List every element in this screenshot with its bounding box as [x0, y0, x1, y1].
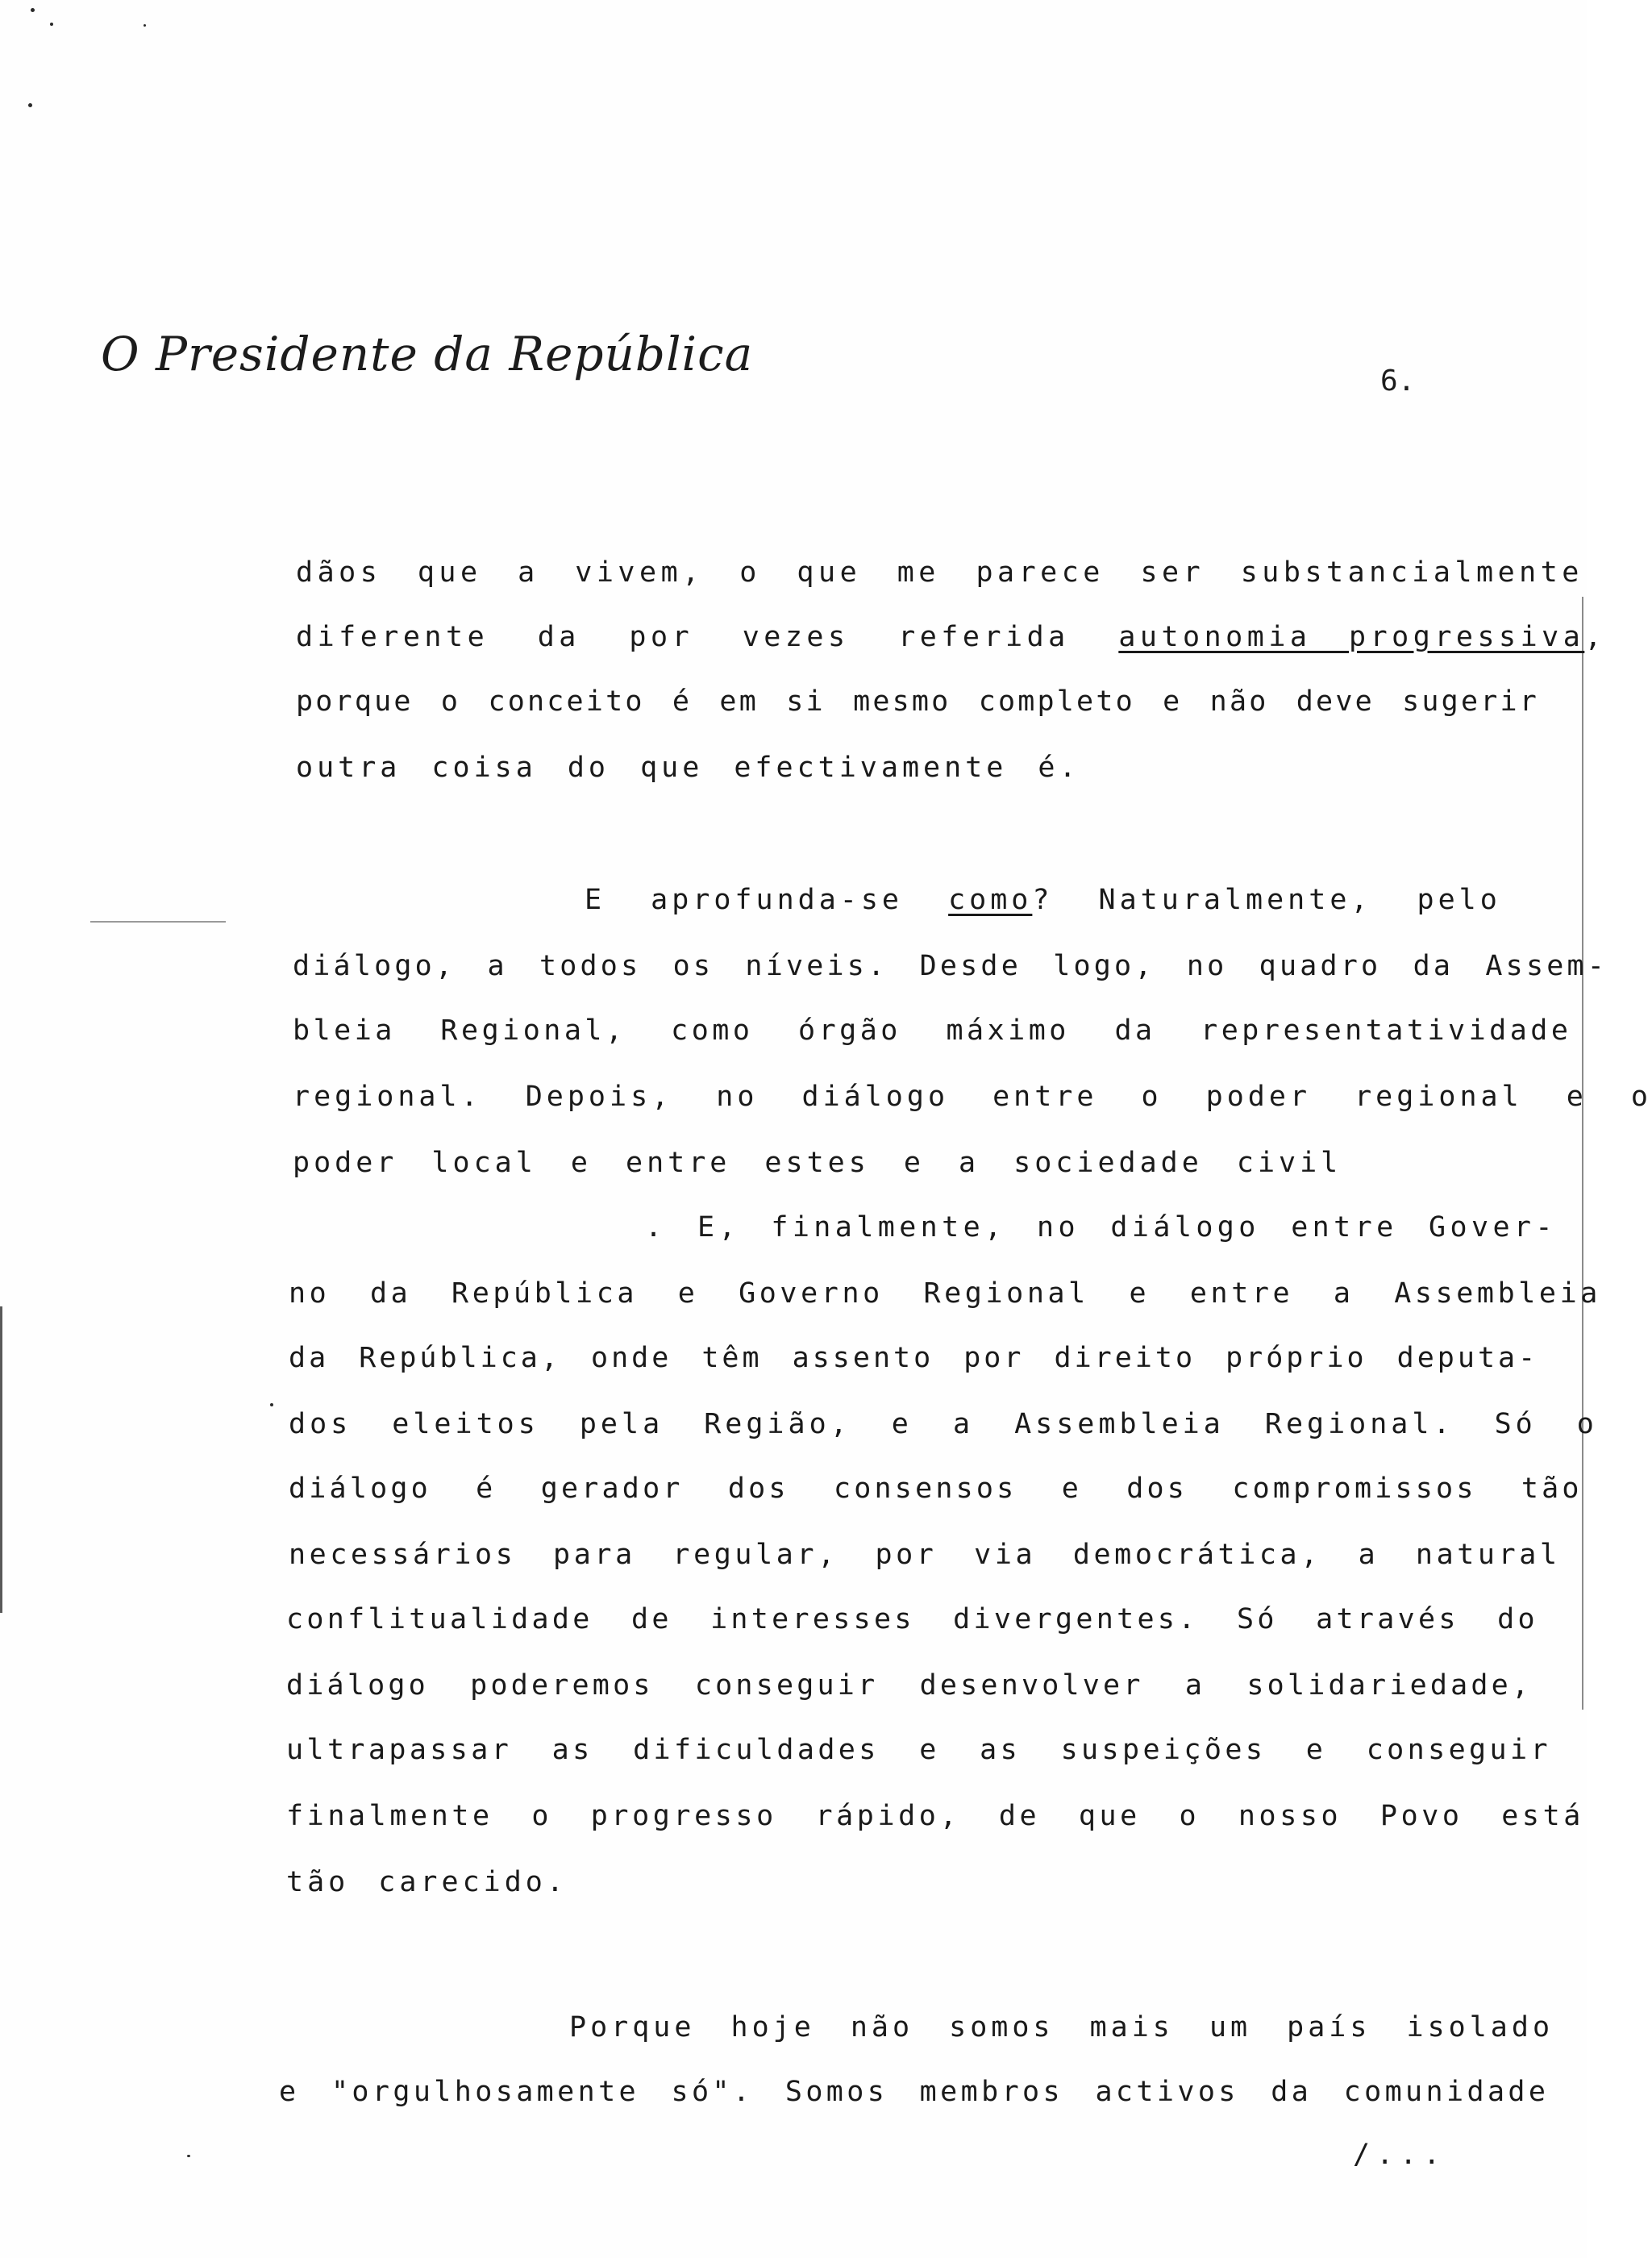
body-line: ultrapassar as dificuldades e as suspeições e conseguir — [286, 1734, 1551, 1766]
body-line: da República, onde têm assento por direito próprio deputa- — [289, 1342, 1539, 1374]
scan-speck — [31, 8, 35, 12]
letterhead: O Presidente da República — [101, 327, 754, 381]
body-line: necessários para regular, por via democrática, a natural — [289, 1539, 1561, 1571]
body-line: Porque hoje não somos mais um país isolado — [569, 2011, 1554, 2043]
underlined-phrase: autonomia progressiva — [1118, 621, 1585, 653]
body-line: finalmente o progresso rápido, de que o nosso Povo está — [286, 1800, 1584, 1832]
body-line: regional. Depois, no diálogo entre o poder regional e o — [293, 1081, 1652, 1113]
scan-speck — [50, 23, 53, 26]
body-line-text: E aprofunda-se — [585, 884, 904, 916]
scan-speck — [187, 2155, 190, 2157]
body-line: diálogo poderemos conseguir desenvolver a solidariedade, — [286, 1669, 1533, 1702]
body-line: poder local e entre estes e a sociedade civil — [293, 1147, 1342, 1179]
body-line: . E, finalmente, no diálogo entre Gover- — [645, 1211, 1557, 1244]
body-line: outra coisa do que efectivamente é. — [296, 752, 1080, 784]
underlined-word: como — [948, 884, 1033, 916]
body-line: bleia Regional, como órgão máximo da representatividade — [293, 1014, 1572, 1047]
scan-speck — [28, 103, 32, 107]
scan-speck — [144, 24, 146, 27]
body-line: conflitualidade de interesses divergentes. Só através do — [286, 1603, 1538, 1635]
scan-speck — [270, 1403, 273, 1406]
body-line: e "orgulhosamente só". Somos membros activos da comunidade — [279, 2076, 1550, 2108]
body-line: tão carecido. — [286, 1866, 568, 1898]
body-line: dãos que a vivem, o que me parece ser substancialmente — [296, 556, 1583, 589]
continuation-mark: /... — [1353, 2139, 1447, 2171]
body-line: porque o conceito é em si mesmo completo e não deve sugerir — [296, 685, 1540, 718]
side-rule — [0, 1306, 2, 1613]
body-line: diálogo é gerador dos consensos e dos compromissos tão — [289, 1473, 1583, 1505]
side-rule — [1582, 597, 1583, 1710]
margin-rule — [90, 921, 226, 923]
body-line — [585, 884, 1501, 916]
body-line: dos eleitos pela Região, e a Assembleia Regional. Só o — [289, 1408, 1598, 1440]
body-line-text: ? Naturalmente, pelo — [1032, 884, 1501, 916]
body-line-text: diferente da por vezes referida — [296, 621, 1070, 653]
body-line: diálogo, a todos os níveis. Desde logo, no quadro da Assem- — [293, 950, 1608, 982]
page-number: 6. — [1380, 365, 1416, 398]
body-line-text: , — [1584, 621, 1606, 653]
body-line — [296, 621, 1606, 653]
body-line: no da República e Governo Regional e entre a Assembleia — [289, 1277, 1601, 1310]
